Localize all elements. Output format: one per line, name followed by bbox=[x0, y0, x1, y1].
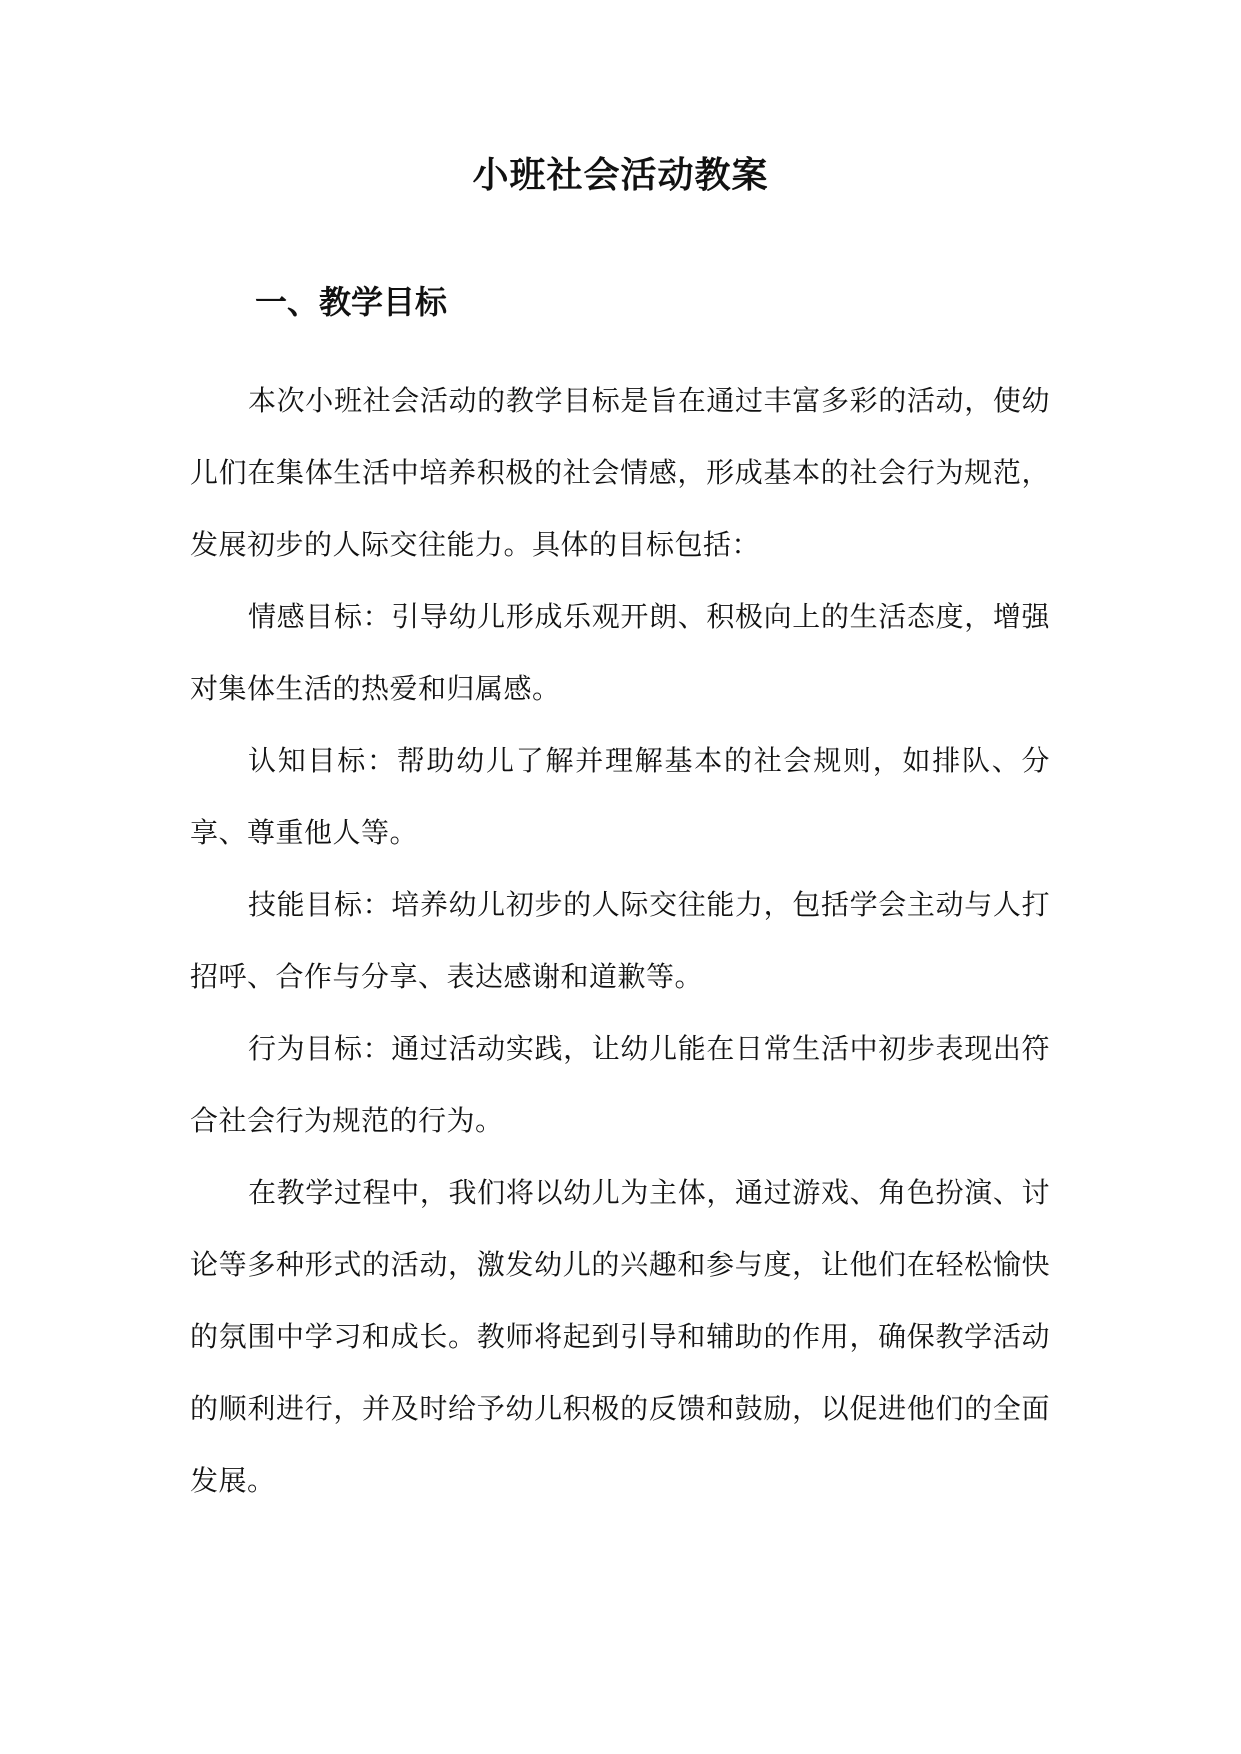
section-heading-teaching-goals: 一、教学目标 bbox=[255, 283, 448, 321]
paragraph-skill-goal: 技能目标：培养幼儿初步的人际交往能力，包括学会主动与人打招呼、合作与分享、表达感谢和道歉等。 bbox=[190, 888, 1050, 993]
document-body bbox=[190, 365, 1050, 1517]
paragraph-emotional-goal: 情感目标：引导幼儿形成乐观开朗、积极向上的生活态度，增强对集体生活的热爱和归属感。 bbox=[190, 600, 1050, 705]
document-title: 小班社会活动教案 bbox=[472, 154, 769, 196]
paragraph-teaching-process: 在教学过程中，我们将以幼儿为主体，通过游戏、角色扮演、讨论等多种形式的活动，激发幼儿的兴趣和参与度，让他们在轻松愉快的氛围中学习和成长。教师将起到引导和辅助的作用，确保教学活动的顺利进行，并及时给予幼儿积极的反馈和鼓励，以促进他们的全面发展。 bbox=[190, 1176, 1050, 1497]
paragraph-behavior-goal: 行为目标：通过活动实践，让幼儿能在日常生活中初步表现出符合社会行为规范的行为。 bbox=[190, 1032, 1050, 1137]
paragraph-cognitive-goal: 认知目标：帮助幼儿了解并理解基本的社会规则，如排队、分享、尊重他人等。 bbox=[190, 744, 1050, 849]
paragraph-intro: 本次小班社会活动的教学目标是旨在通过丰富多彩的活动，使幼儿们在集体生活中培养积极的社会情感，形成基本的社会行为规范，发展初步的人际交往能力。具体的目标包括： bbox=[190, 384, 1050, 561]
